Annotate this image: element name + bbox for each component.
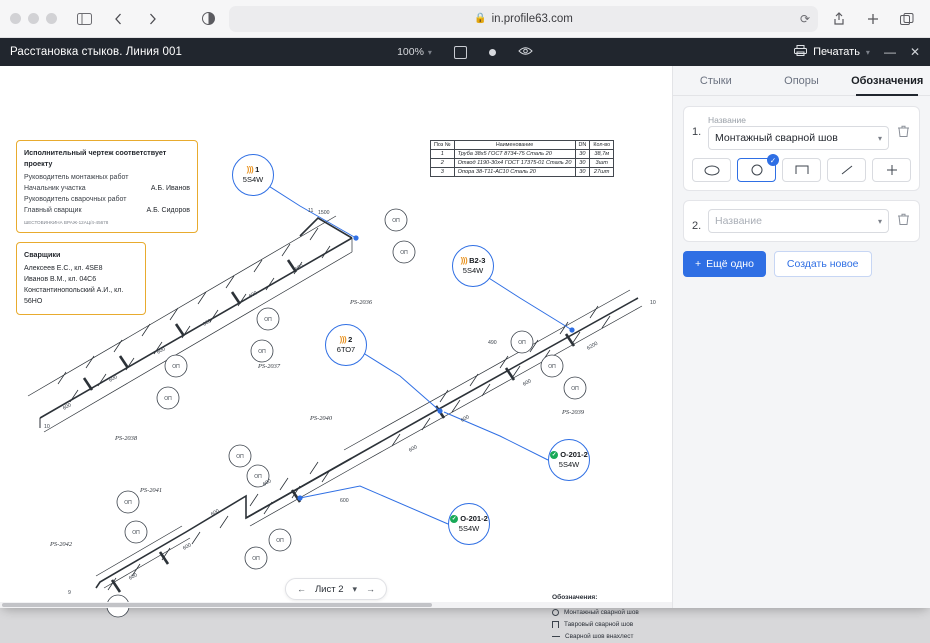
approval-row-3-value: А.Б. Сидоров — [146, 206, 190, 214]
svg-text:600: 600 — [248, 290, 259, 300]
tab-styki-label: Стыки — [699, 74, 732, 87]
chevron-down-icon: ▾ — [877, 216, 882, 226]
svg-text:600: 600 — [108, 374, 119, 384]
callout-1-sub: 5S4W — [242, 175, 264, 185]
tab-oboznacheniya[interactable] — [844, 66, 930, 95]
svg-text:600: 600 — [202, 318, 213, 328]
svg-text:PS-2036: PS-2036 — [350, 299, 373, 306]
symbol-row-1-index: 1. — [692, 126, 702, 138]
svg-text:ОП: ОП — [258, 349, 266, 355]
app-header — [0, 38, 930, 66]
svg-text:11: 11 — [308, 208, 314, 214]
callout-o-201-2b-sub: 5S4W — [458, 524, 480, 533]
svg-text:ОП: ОП — [164, 396, 172, 402]
spec-r0-c1: Труба 38х5 ГОСТ 8734-75 Сталь 20 — [454, 150, 575, 159]
legend-item-1 — [552, 619, 639, 631]
svg-text:ОП: ОП — [548, 364, 556, 370]
sheet-label: Лист 2 — [314, 583, 344, 595]
weld-symbol-icon: ))) — [246, 164, 254, 174]
tab-oboznacheniya-label: Обозначения — [851, 74, 924, 87]
zoom-value: 100% — [397, 46, 424, 58]
svg-text:ОП: ОП — [252, 556, 260, 562]
spec-r1-c3: 3шт — [590, 159, 614, 168]
welder-1: Иванов В.М., кл. 04C6 — [24, 276, 97, 283]
svg-text:ОП: ОП — [400, 250, 408, 256]
new-tab-icon[interactable] — [860, 7, 886, 31]
address-bar[interactable] — [229, 6, 818, 32]
symbol-row-2 — [683, 200, 920, 242]
zoom-select[interactable] — [397, 46, 432, 58]
maximize-window-button[interactable] — [46, 13, 57, 24]
spec-r1-c0: 2 — [431, 159, 455, 168]
symbol-slash[interactable] — [827, 158, 866, 182]
print-button[interactable] — [794, 45, 870, 59]
spec-r2-c0: 3 — [431, 168, 455, 177]
svg-text:PS-2040: PS-2040 — [310, 415, 333, 422]
delete-symbol-row-2-button[interactable] — [895, 209, 911, 228]
chevron-down-icon: ▾ — [865, 47, 870, 57]
svg-text:600: 600 — [62, 402, 73, 412]
approval-row-1-value: А.Б. Иванов — [150, 185, 190, 193]
svg-text:ОП: ОП — [264, 317, 272, 323]
symbol-oval[interactable] — [692, 158, 731, 182]
svg-text:ОП: ОП — [254, 474, 262, 480]
svg-text:10: 10 — [44, 424, 50, 430]
approval-row-3-key: Главный сварщик — [24, 206, 82, 214]
all-tabs-icon[interactable] — [894, 7, 920, 31]
welders-info-box — [16, 242, 146, 315]
spec-header-3: Кол-во — [590, 141, 614, 150]
approval-title: Исполнительный чертеж соответствует проекту — [24, 148, 167, 169]
line-icon — [552, 636, 560, 637]
svg-text:PS-2042: PS-2042 — [50, 541, 73, 548]
svg-text:PS-2039: PS-2039 — [562, 409, 585, 416]
back-icon[interactable] — [105, 7, 131, 31]
callout-b2-3-mark: В2-3 — [469, 256, 486, 266]
callout-2-mark: 2 — [348, 335, 353, 345]
symbol-row-1-select[interactable] — [708, 126, 889, 150]
symbol-row-2-index: 2. — [692, 220, 702, 232]
drawing-canvas[interactable] — [0, 66, 672, 640]
minimize-window-button[interactable] — [28, 13, 39, 24]
tab-styki[interactable] — [673, 66, 759, 95]
approval-info-box — [16, 140, 198, 233]
svg-text:ОП: ОП — [124, 500, 132, 506]
url-text: in.profile63.com — [491, 12, 573, 25]
svg-text:PS-2037: PS-2037 — [258, 363, 281, 370]
callout-2-sub: 6ТО7 — [336, 345, 356, 355]
create-new-label: Создать новое — [786, 258, 859, 270]
symbol-picker — [692, 155, 911, 182]
printer-icon — [794, 45, 807, 59]
approval-row-1-key: Начальник участка — [24, 185, 86, 193]
callout-b2-3-sub: 5S4W — [462, 266, 484, 276]
svg-text:ОП: ОП — [518, 340, 526, 346]
svg-text:600: 600 — [460, 414, 471, 424]
specification-table — [430, 140, 614, 177]
right-panel — [672, 66, 930, 608]
minimize-button[interactable]: — — [883, 45, 896, 59]
legend-item-1-label: Тавровый сварной шов — [564, 620, 634, 628]
share-icon[interactable] — [826, 7, 852, 31]
callout-b2-3[interactable] — [452, 245, 494, 287]
svg-text:PS-2038: PS-2038 — [115, 435, 138, 442]
reload-icon[interactable]: ⟳ — [799, 11, 810, 26]
svg-text:ОП: ОП — [571, 386, 579, 392]
forward-icon[interactable] — [139, 7, 165, 31]
svg-text:9: 9 — [68, 590, 71, 596]
delete-symbol-row-1-button[interactable] — [895, 115, 911, 140]
welder-2: Константинопольский А.И., кл. 56НО — [24, 286, 124, 305]
panel-tabs — [673, 66, 930, 96]
symbol-row-2-select[interactable] — [708, 209, 889, 233]
add-more-label: Ещё одно — [706, 258, 754, 270]
add-more-button[interactable] — [683, 251, 766, 277]
sheet-navigation[interactable] — [285, 578, 387, 600]
symbol-row-1-field-label: Название — [708, 115, 746, 125]
svg-text:ОП: ОП — [392, 218, 400, 224]
svg-text:1500: 1500 — [318, 210, 330, 216]
spec-r2-c2: 30 — [575, 168, 590, 177]
window-controls[interactable] — [10, 13, 57, 24]
legend-item-0-label: Монтажный сварной шов — [564, 608, 639, 616]
reader-view-icon[interactable] — [195, 7, 221, 31]
spec-r0-c0: 1 — [431, 150, 455, 159]
callout-o-201-2a[interactable] — [548, 439, 590, 481]
chevron-down-icon[interactable]: ▾ — [352, 583, 358, 594]
svg-text:ОП: ОП — [172, 364, 180, 370]
spec-r1-c2: 30 — [575, 159, 590, 168]
svg-text:ОП: ОП — [236, 454, 244, 460]
close-window-button[interactable] — [10, 13, 21, 24]
legend-title: Обозначения: — [552, 594, 598, 601]
svg-text:6200: 6200 — [586, 340, 599, 352]
page-title: Расстановка стыков. Линия 001 — [10, 46, 183, 58]
chevron-down-icon: ▾ — [877, 133, 882, 143]
check-circle-icon: ✓ — [551, 451, 557, 458]
svg-text:ОП: ОП — [132, 530, 140, 536]
approval-footnote: ШЕСТОВИНКИНА ВРАЖ-12АЦ/4-45678 — [24, 219, 109, 225]
table-row — [431, 168, 614, 177]
spec-header-1: Наименование — [454, 141, 575, 150]
horizontal-scrollbar[interactable] — [0, 602, 672, 608]
symbol-row-1-value: Монтажный сварной шов — [715, 132, 838, 144]
table-row — [431, 159, 614, 168]
svg-text:600: 600 — [340, 498, 349, 504]
approval-row-2-key: Руководитель сварочных работ — [24, 196, 127, 203]
svg-text:PS-2041: PS-2041 — [140, 487, 163, 494]
tab-opory[interactable] — [759, 66, 845, 95]
svg-text:600: 600 — [262, 478, 273, 488]
callout-o-201-2b[interactable] — [448, 503, 490, 545]
symbol-row-2-placeholder: Название — [715, 215, 762, 227]
close-button[interactable]: ✕ — [909, 45, 920, 59]
symbol-circle[interactable] — [737, 155, 777, 182]
callout-2[interactable] — [325, 324, 367, 366]
browser-toolbar — [0, 0, 930, 38]
check-circle-icon: ✓ — [451, 515, 457, 522]
svg-text:600: 600 — [210, 508, 221, 518]
legend-item-2-label: Сварной шов внахлест — [565, 632, 634, 640]
symbol-row-1 — [683, 106, 920, 191]
arrow-left-icon[interactable]: ← — [296, 584, 306, 594]
svg-text:490: 490 — [488, 340, 497, 346]
spec-r2-c1: Опора 38-Т11-АС10 Сталь 20 — [454, 168, 575, 177]
callout-1-mark: 1 — [255, 165, 260, 175]
svg-text:600: 600 — [408, 444, 419, 454]
fit-page-icon[interactable] — [454, 46, 467, 59]
callout-o-201-2a-sub: 5S4W — [558, 460, 580, 469]
welder-0: Алексеев Е.С., кл. 4SE8 — [24, 265, 103, 273]
weld-symbol-icon: ))) — [460, 255, 468, 265]
legend — [552, 592, 639, 643]
circle-icon — [552, 609, 559, 616]
spec-r2-c3: 27шт — [590, 168, 614, 177]
spec-header-0: Поз № — [431, 141, 455, 150]
pan-tool-icon[interactable] — [489, 49, 496, 56]
tab-opory-label: Опоры — [784, 74, 819, 87]
svg-text:10: 10 — [650, 300, 656, 306]
svg-text:600: 600 — [182, 542, 193, 552]
svg-text:600: 600 — [294, 263, 305, 273]
table-row — [431, 150, 614, 159]
check-icon: ✓ — [767, 154, 779, 166]
table-header-row — [431, 141, 614, 150]
callout-o-201-2b-mark: О-201-2 — [460, 514, 488, 524]
symbol-tee[interactable] — [782, 158, 821, 182]
plus-icon: + — [695, 258, 702, 270]
scrollbar-thumb[interactable] — [2, 603, 432, 607]
svg-text:600: 600 — [522, 378, 533, 388]
arrow-right-icon[interactable]: → — [366, 584, 376, 594]
spec-r1-c1: Отвод 1190-30х4 ГОСТ 17375-01 Сталь 20 — [454, 159, 575, 168]
welders-title: Сварщики — [24, 250, 61, 259]
spec-r0-c2: 30 — [575, 150, 590, 159]
callout-1[interactable] — [232, 154, 274, 196]
spec-r0-c3: 38,7м — [590, 150, 614, 159]
sidebar-icon[interactable] — [71, 7, 97, 31]
chevron-down-icon: ▾ — [427, 47, 432, 57]
svg-text:600: 600 — [156, 346, 167, 356]
tee-icon — [552, 621, 559, 628]
create-new-button[interactable] — [774, 251, 872, 277]
svg-text:600: 600 — [128, 572, 139, 582]
lock-icon: 🔒 — [474, 13, 487, 24]
legend-item-2 — [552, 631, 639, 643]
callout-o-201-2a-mark: О-201-2 — [560, 450, 588, 460]
symbol-plus[interactable] — [872, 158, 911, 182]
approval-row-0-key: Руководитель монтажных работ — [24, 174, 129, 182]
eye-icon[interactable] — [518, 46, 533, 59]
panel-content — [673, 96, 930, 287]
spec-header-2: DN — [575, 141, 590, 150]
legend-item-0 — [552, 607, 639, 619]
weld-symbol-icon: ))) — [339, 334, 347, 344]
print-label: Печатать — [813, 46, 860, 58]
svg-text:ОП: ОП — [276, 538, 284, 544]
